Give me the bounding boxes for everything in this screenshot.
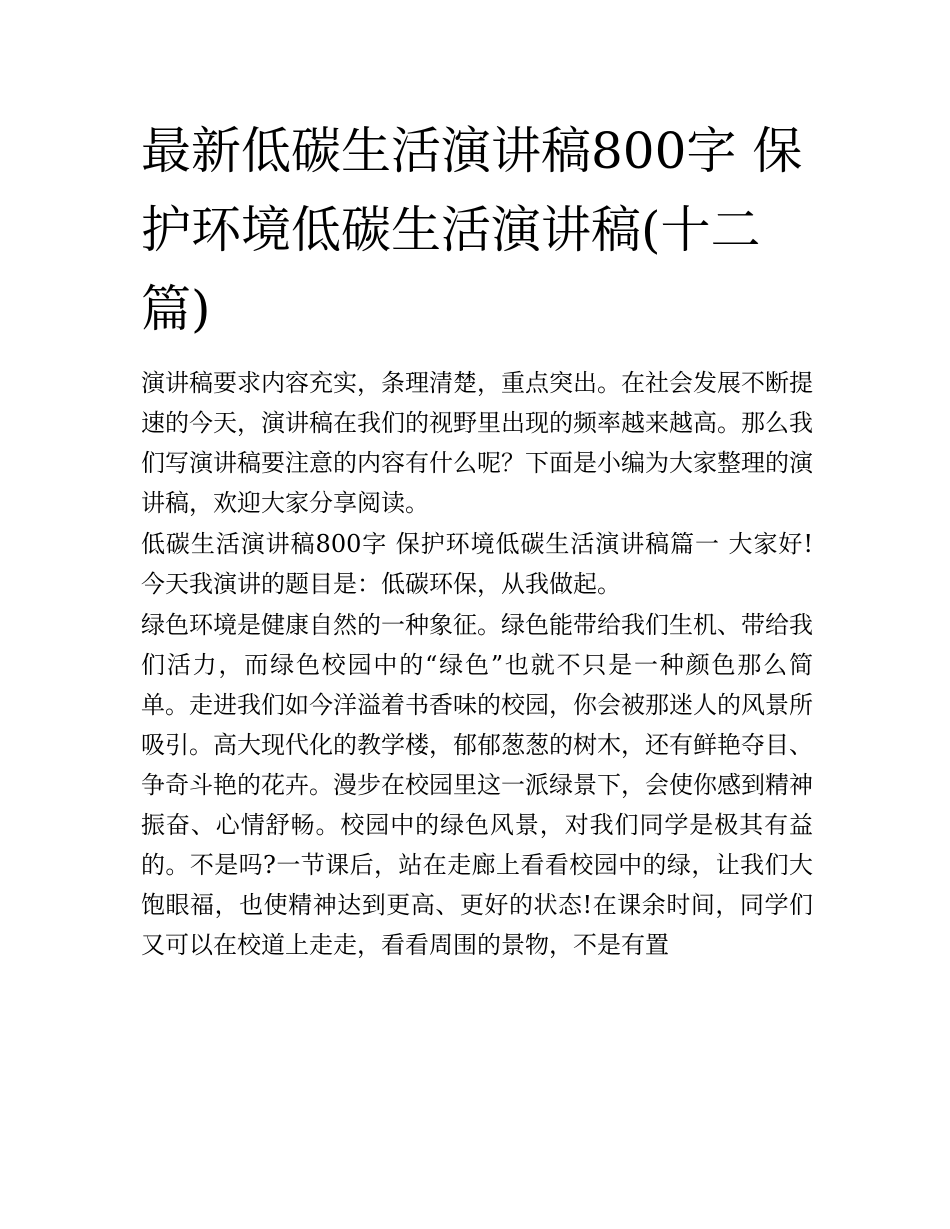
intro-paragraph: 演讲稿要求内容充实，条理清楚，重点突出。在社会发展不断提速的今天，演讲稿在我们的视野里出现的频率越来越高。那么我们写演讲稿要注意的内容有什么呢？下面是小编为大家整理的演讲稿，欢迎大家分享阅读。 bbox=[141, 369, 813, 517]
document-page bbox=[141, 112, 813, 966]
body-paragraph: 绿色环境是健康自然的一种象征。绿色能带给我们生机、带给我们活力，而绿色校园中的“绿色”也就不只是一种颜色那么简单。走进我们如今洋溢着书香味的校园，你会被那迷人的风景所吸引。高大现代化的教学楼，郁郁葱葱的树木，还有鲜艳夺目、争奇斗艳的花卉。漫步在校园里这一派绿景下，会使你感到精神振奋、心情舒畅。校园中的绿色风景，对我们同学是极其有益的。不是吗?一节课后，站在走廊上看看校园中的绿，让我们大饱眼福，也使精神达到更高、更好的状态!在课余时间，同学们又可以在校道上走走，看看周围的景物，不是有置 bbox=[141, 611, 813, 959]
speech-heading-paragraph: 低碳生活演讲稿800字 保护环境低碳生活演讲稿篇一 大家好! 今天我演讲的题目是：低碳环保，从我做起。 bbox=[141, 530, 813, 598]
document-title: 最新低碳生活演讲稿800字 保护环境低碳生活演讲稿(十二篇) bbox=[141, 122, 803, 338]
